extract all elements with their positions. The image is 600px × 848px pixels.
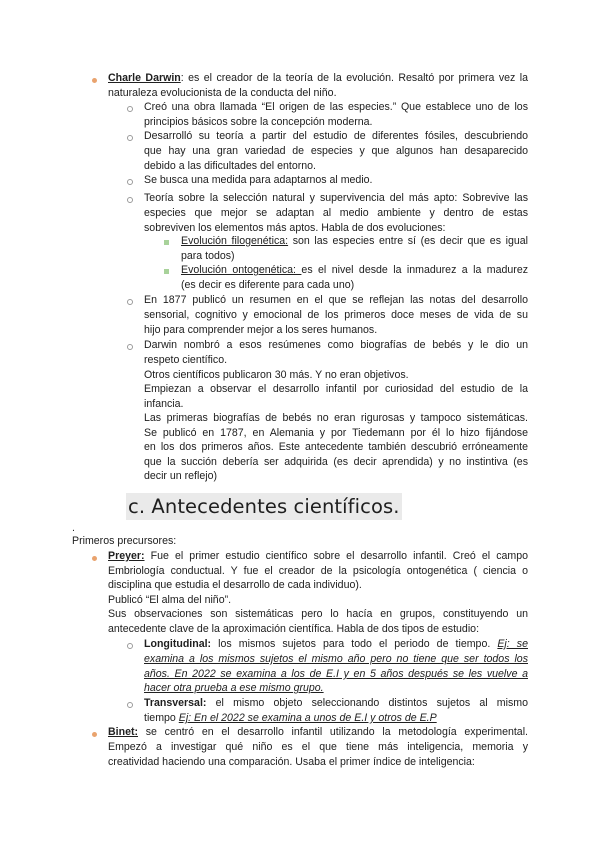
stray-dot: . <box>72 522 75 534</box>
bullet-dot-darwin <box>92 78 97 83</box>
darwin-sub2-line-3: debido a las dificultades del entorno. <box>144 160 316 172</box>
darwin-line-2: naturaleza evolucionista de la conducta del niño. <box>108 87 337 99</box>
darwin-sub5-line-1: En 1877 publicó un resumen en el que se reflejan las notas del desarrollo <box>144 294 528 306</box>
precursores-label: Primeros precursores: <box>72 535 177 547</box>
darwin-sub1-line-2: principios básicos sobre la concepción moderna. <box>144 116 373 128</box>
darwin-sub6-line-8: en los dos primeros años. Este antecedente también descubrió erróneamente <box>144 441 528 453</box>
evo1-line-1: Evolución filogenética: son las especies entre sí (es decir que es igual <box>181 235 528 247</box>
darwin-sub6-line-4: Empiezan a observar el desarrollo infantil por curiosidad del estudio de la <box>144 383 528 395</box>
bullet-circle-3 <box>127 179 133 185</box>
evo1-line-2: para todos) <box>181 250 235 262</box>
darwin-sub6-line-1: Darwin nombró a esos resúmenes como biografías de bebés y le dio un <box>144 339 528 351</box>
long-line-2: examina a los mismos sujetos el mismo año pero no tiene que ser todos los <box>144 653 528 665</box>
darwin-sub3: Se busca una medida para adaptarnos al medio. <box>144 174 373 186</box>
preyer-line-2: Embriología conductual. Y fue el creador de la psicología ontogenética ( ciencia o <box>108 565 528 577</box>
darwin-sub4-line-2: especies que mejor se adaptan al medio ambiente y dentro de estas <box>144 207 528 219</box>
long-line-3: años. En 2022 se examina a los de E.I y en 5 años después se les vuelve a <box>144 668 528 680</box>
section-heading: c. Antecedentes científicos. <box>128 495 400 518</box>
preyer-line-3: disciplina que estudia el desarrollo de cada individuo). <box>108 579 362 591</box>
bullet-circle-2 <box>127 135 133 141</box>
long-line-4: hacer otra prueba a ese mismo grupo. <box>144 682 324 694</box>
trans-line-1: Transversal: el mismo objeto seleccionando distintos sujetos al mismo <box>144 697 528 709</box>
preyer-line-4: Publicó “El alma del niño”. <box>108 594 232 606</box>
darwin-sub2-line-2: que hay una gran variedad de especies y que algunos han desaparecido <box>144 145 528 157</box>
binet-line-3: creatividad haciendo una comparación. Usaba el primer índice de inteligencia: <box>108 756 475 768</box>
preyer-line-6: antecedente clave de la aproximación científica. Habla de dos tipos de estudio: <box>108 623 480 635</box>
binet-line-2: Empezó a investigar qué niño es el que tiene más inteligencia, memoria y <box>108 741 528 753</box>
darwin-sub6-line-7: Se publicó en 1787, en Alemania y por Tiedemann por él lo hizo fijándose <box>144 427 528 439</box>
trans-line-2: tiempo Ej: En el 2022 se examina a unos de E.I y otros de E.P <box>144 712 437 724</box>
bullet-circle-5 <box>127 299 133 305</box>
darwin-name: Charle Darwin <box>108 72 181 84</box>
preyer-line-1: Preyer: Fue el primer estudio científico sobre el desarrollo infantil. Creó el campo <box>108 550 528 562</box>
darwin-sub6-line-2: respeto científico. <box>144 354 228 366</box>
darwin-sub5-line-2: sensorial, cognitivo y emocional de los primeros doce meses de vida de su <box>144 309 528 321</box>
darwin-sub4-line-1: Teoría sobre la selección natural y supervivencia del más apto: Sobrevive las <box>144 192 528 204</box>
darwin-line-1: Charle Darwin: es el creador de la teoría de la evolución. Resaltó por primera vez la <box>108 72 529 84</box>
darwin-sub6-line-6: Las primeras biografías de bebés no eran rigurosas y tampoco sistemáticas. <box>144 412 528 424</box>
darwin-sub1-line-1: Creó una obra llamada “El origen de las especies.” Que establece uno de los <box>144 101 528 113</box>
darwin-sub6-line-5: infancia. <box>144 398 184 410</box>
bullet-dot-binet <box>92 732 97 737</box>
bullet-circle-trans <box>127 702 133 708</box>
binet-line-1: Binet: se centró en el desarrollo infantil utilizando la metodología experimental. <box>108 726 528 738</box>
bullet-circle-long <box>127 643 133 649</box>
long-line-1: Longitudinal: los mismos sujetos para todo el periodo de tiempo. Ej: se <box>144 638 528 650</box>
darwin-sub2-line-1: Desarrolló su teoría a partir del estudio de diferentes fósiles, descubriendo <box>144 130 528 142</box>
bullet-dot-preyer <box>92 556 97 561</box>
darwin-sub5-line-3: hijo para comprender mejor a los seres humanos. <box>144 324 378 336</box>
bullet-circle-4 <box>127 197 133 203</box>
evo2-line-2: (es decir es diferente para cada uno) <box>181 279 355 291</box>
darwin-sub6-line-10: decir un reflejo) <box>144 470 218 482</box>
darwin-sub6-line-9: que la succión debería ser adquirida (es decir aprendida) y no instintiva (es <box>144 456 528 468</box>
bullet-square-2 <box>164 269 169 274</box>
bullet-square-1 <box>164 240 169 245</box>
bullet-circle-1 <box>127 106 133 112</box>
evo2-line-1: Evolución ontogenética: es el nivel desde la inmadurez a la madurez <box>181 264 529 276</box>
darwin-sub4-line-3: sobreviven los elementos más aptos. Habla de dos evoluciones: <box>144 222 446 234</box>
darwin-sub6-line-3: Otros científicos publicaron 30 más. Y no eran objetivos. <box>144 369 409 381</box>
bullet-circle-6 <box>127 344 133 350</box>
preyer-line-5: Sus observaciones son sistemáticas pero lo hacía en grupos, constituyendo un <box>108 608 528 620</box>
